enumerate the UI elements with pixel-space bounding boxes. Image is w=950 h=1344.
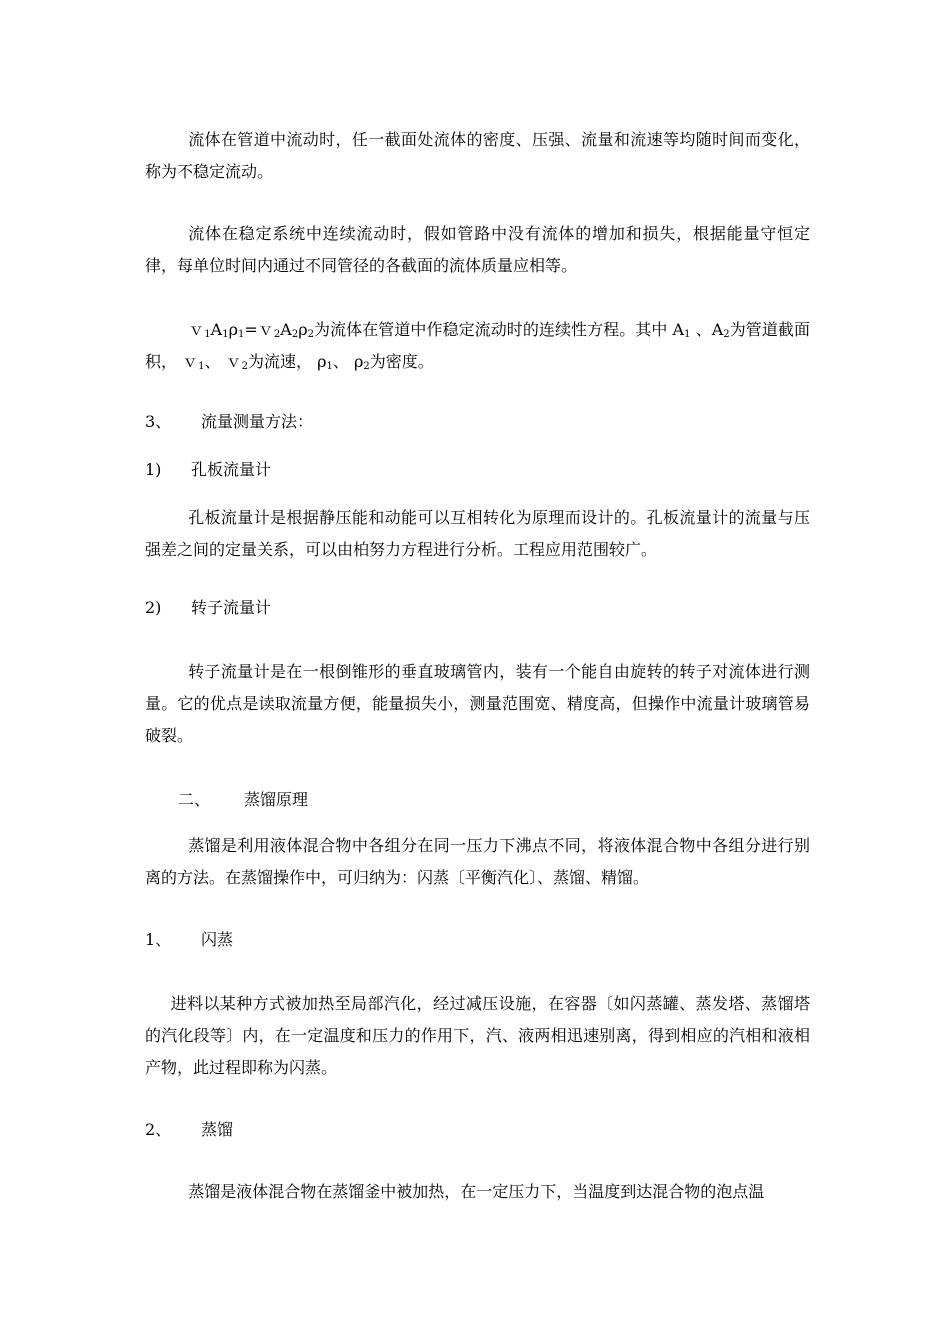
heading-orifice-meter: 1) 孔板流量计	[145, 460, 272, 479]
heading-rotameter: 2) 转子流量计	[145, 598, 272, 617]
paragraph-flash: 进料以某种方式被加热至局部汽化，经过减压设施，在容器〔如闪蒸罐、蒸发塔、蒸馏塔的汽化段等〕内，在一定温度和压力的作用下，汽、液两相迅速别离，得到相应的汽相和液相产物，此过程即称为闪蒸。	[145, 994, 810, 1077]
paragraph-steady-flow: 流体在稳定系统中连续流动时，假如管路中没有流体的增加和损失，根据能量守恒定律，每单位时间内通过不同管径的各截面的流体质量应相等。	[145, 224, 810, 275]
eq-v: ｖ	[188, 320, 205, 339]
paragraph-unsteady-flow: 流体在管道中流动时，任一截面处流体的密度、压强、流量和流速等均随时间而变化，称为不稳定流动。	[145, 130, 810, 181]
heading-distillation: 2、 蒸馏	[145, 1120, 234, 1139]
paragraph-continuity-equation: $v_1A_1\rho_1=v_2A_2\rho_2$为流体在管道中作稳定流动时的连续性方程。其中 $A_1$ 、$A_2$为管道截面积， ｖ$_1$、 ｖ$_2$为流速， $\rho_1$、 $\rho_2$为密度。	[145, 320, 810, 372]
heading-flow-measurement: 3、 流量测量方法：	[145, 412, 314, 431]
paragraph-rotameter: 转子流量计是在一根倒锥形的垂直玻璃管内，装有一个能自由旋转的转子对流体进行测量。它的优点是读取流量方便，能量损失小，测量范围宽、精度高，但操作中流量计玻璃管易破裂。	[145, 662, 810, 745]
paragraph-orifice-meter: 孔板流量计是根据静压能和动能可以互相转化为原理而设计的。孔板流量计的流量与压强差之间的定量关系，可以由柏努力方程进行分析。工程应用范围较广。	[145, 508, 810, 559]
paragraph-distillation: 蒸馏是液体混合物在蒸馏釜中被加热，在一定压力下，当温度到达混合物的泡点温	[188, 1182, 765, 1201]
heading-flash: 1、 闪蒸	[145, 930, 234, 949]
paragraph-distillation-principle: 蒸馏是利用液体混合物中各组分在同一压力下沸点不同，将液体混合物中各组分进行别离的方法。在蒸馏操作中，可归纳为：闪蒸〔平衡汽化〕、蒸馏、精馏。	[145, 836, 810, 887]
heading-distillation-principle: 二、 蒸馏原理	[178, 790, 309, 809]
